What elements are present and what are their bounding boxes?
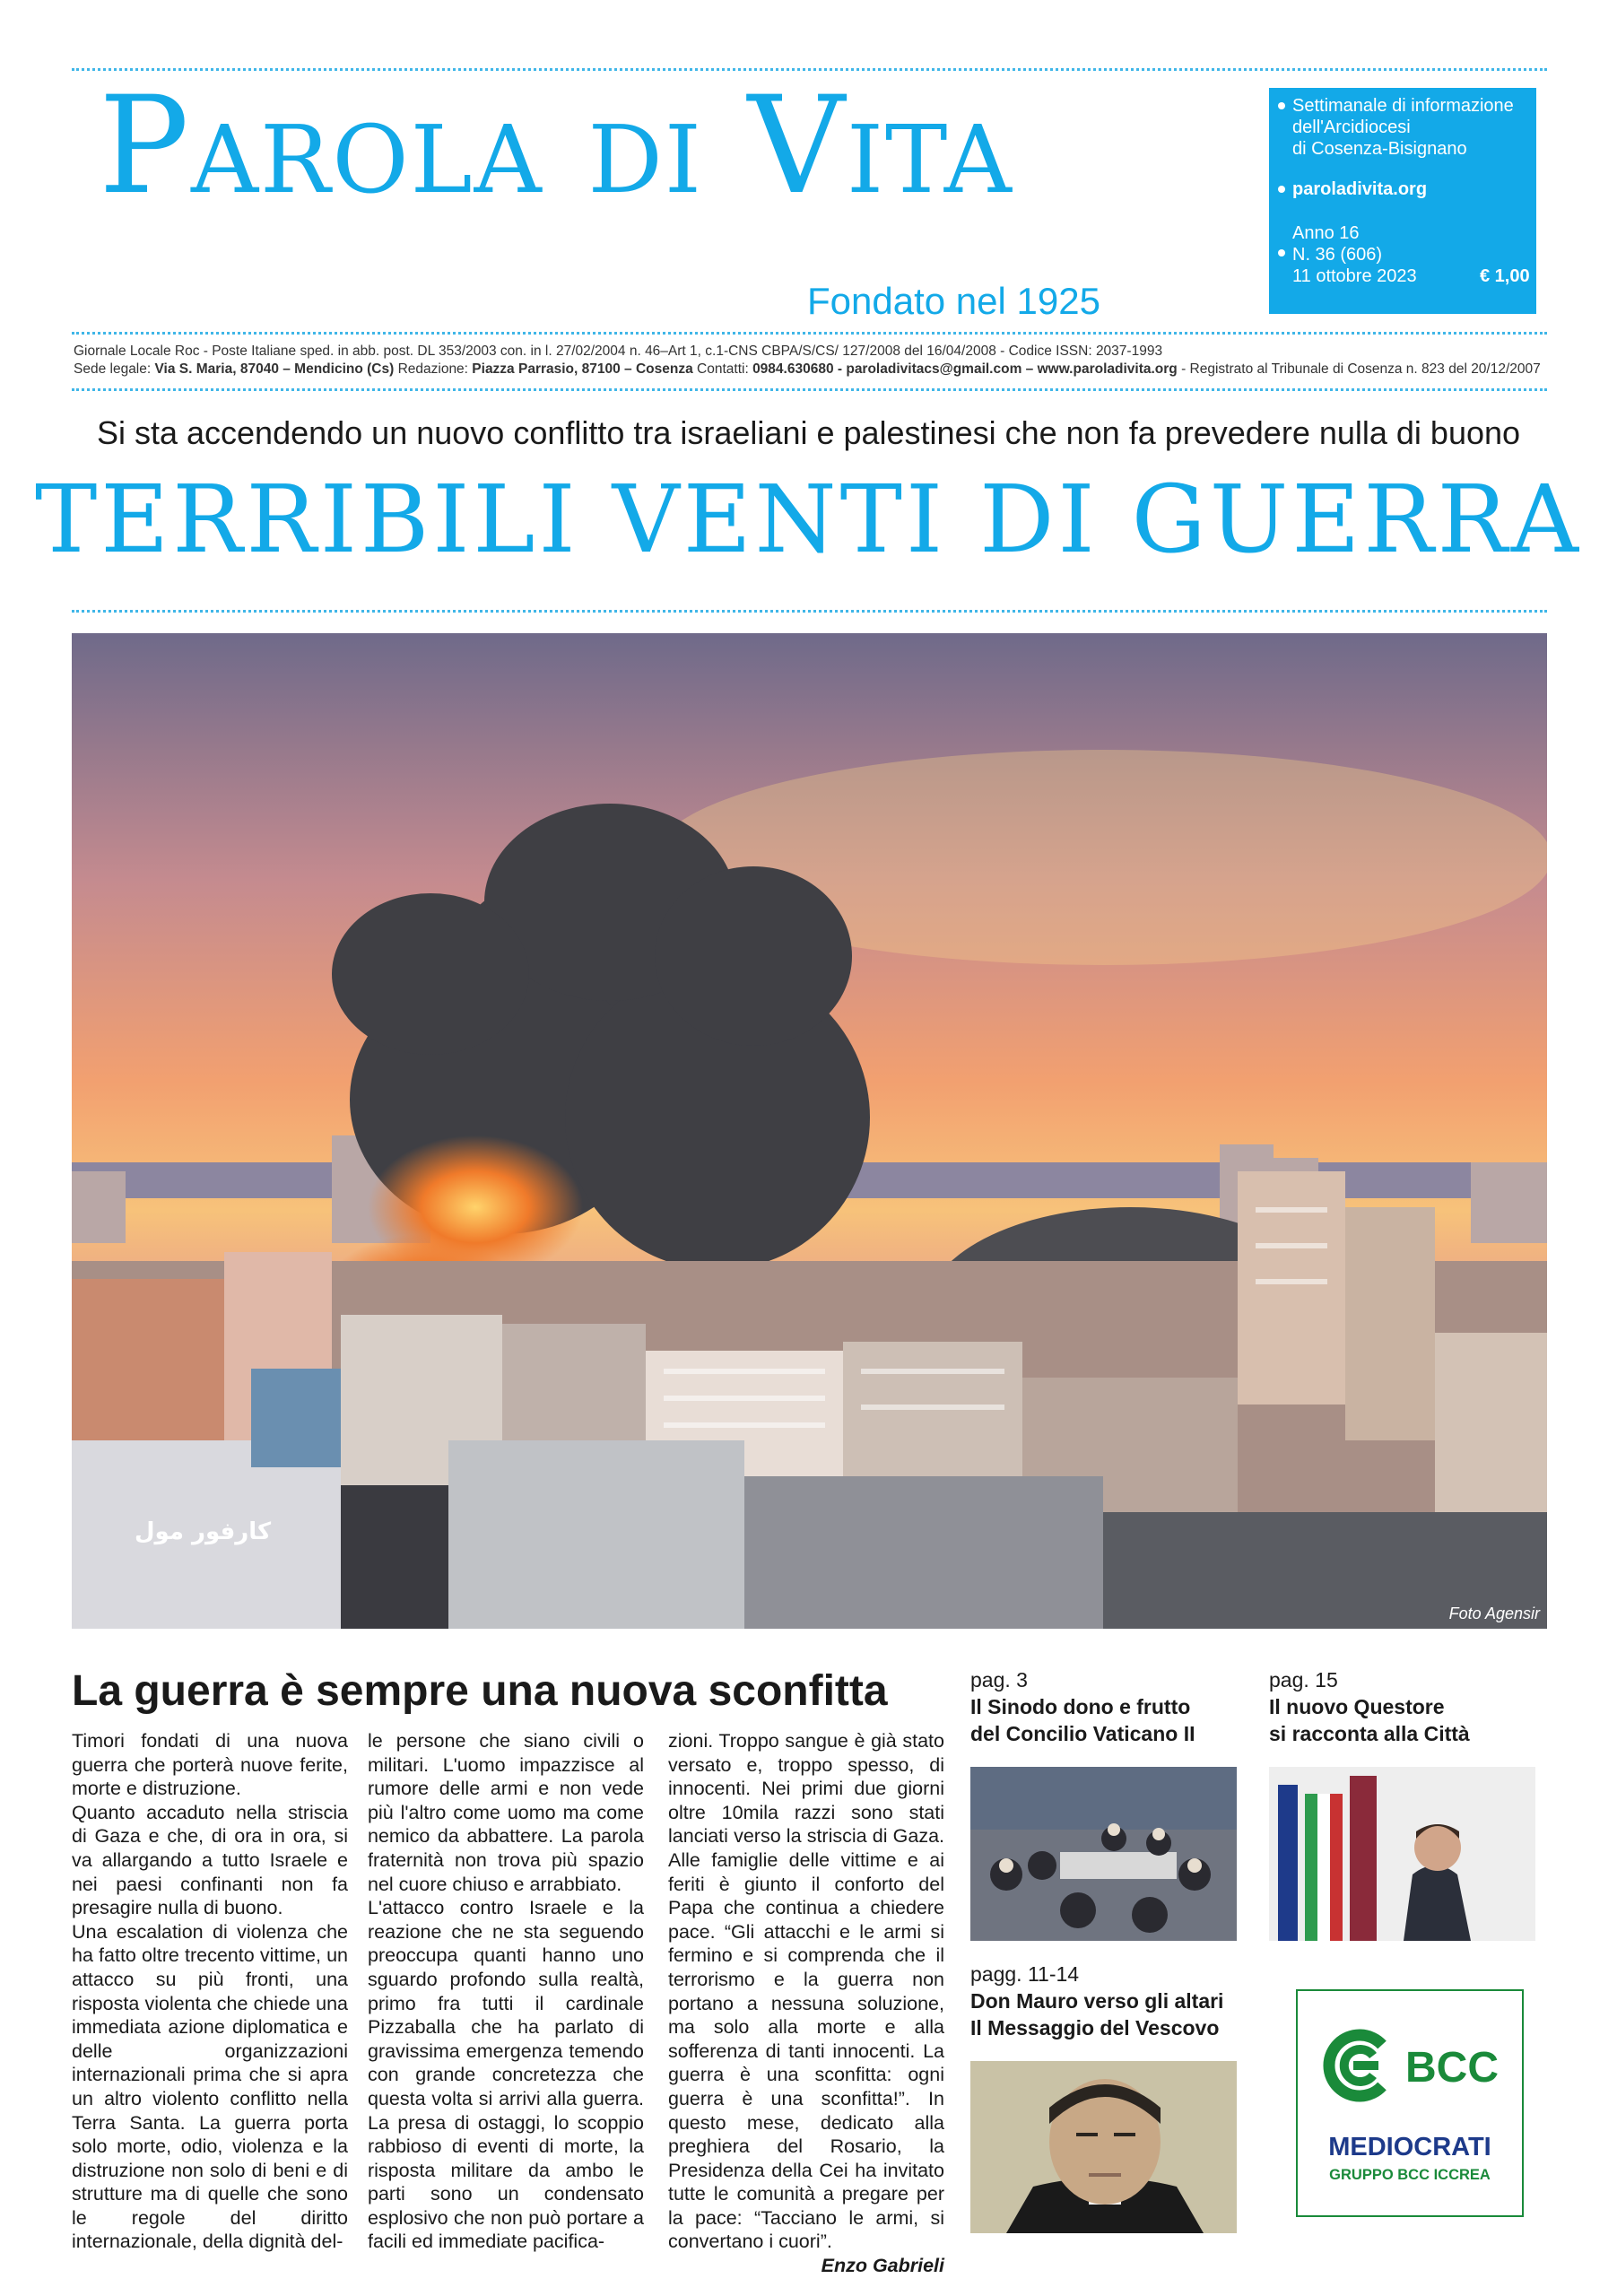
paragraph: le persone che siano civili o militari. L'uomo impazzisce al rumore delle armi e non vede più l'altro come uomo ma come nemico da abbattere. La parola fraternità non trova più spazio nel cuore chiuso e arrabbiato. [368,1730,644,1895]
info-line: di Cosenza-Bisignano [1292,139,1467,159]
teaser-2-headline[interactable]: Il nuovo Questore si racconta alla Città [1269,1695,1470,1745]
paragraph: zioni. Troppo sangue è già stato versato e, troppo spesso, di innocenti. Nei primi due giorni oltre 10mila razzi sono stati lanciati verso la striscia di Gaza. Alle famiglie delle vittime e ai feriti è giunto il conforto del Papa che continua a chiedere pace. “Gli attacchi e le armi si fermino e si comprenda che il terrorismo e la guerra non portano a nessuna soluzione, ma solo alla morte e alla sofferenza di tanti innocenti. La guerra è una sconfitta: ogni guerra è una sconfitta!”. In questo mese, dedicato alla preghiera del Rosario, la Presidenza della Cei ha invitato tutte le comunità a pregare per la pace: “Tacciano le armi, si convertano i cuori”. [668,1730,944,2253]
legal-dotted-rule [72,388,1547,391]
article-column-2 [368,1729,644,2254]
masthead-title: PAROLA DI VITA [99,68,1013,224]
issue-number: N. 36 (606) [1292,245,1383,265]
issue-info-box [1269,88,1536,314]
kicker: Si sta accendendo un nuovo conflitto tra israeliani e palestinesi che non fa prevedere nulla di buono [96,414,1521,451]
website-link[interactable]: paroladivita.org [1292,179,1428,199]
teaser-3-portrait [970,2061,1237,2233]
teaser-2-photo [1269,1767,1535,1941]
info-line: dell'Arcidiocesi [1292,117,1411,137]
billboard-text: كارفور مول [135,1518,272,1545]
legal-line-2: Sede legale: Via S. Maria, 87040 – Mendicino (Cs) Redazione: Piazza Parrasio, 87100 – Cosenza Contatti: 0984.630680 - paroladivitacs@gmail.com – www.paroladivita.org - Registrato al Tribunale di Cosenza n. 823 del 20/12/2007 [74,361,1541,377]
info-line: Settimanale di informazione [1292,96,1514,116]
paragraph: Una escalation di violenza che ha fatto oltre trecento vittime, un attacco su più fronti, una risposta violenta che chiede una immediata azione diplomatica e delle organizzazioni internazionali prima che si apra un altro violento conflitto nella Terra Santa. La guerra porta solo morte, odio, violenza e la distruzione non solo di beni e di strutture ma di quelle che sono le regole del diritto internazionale, della dignità del- [72,1920,348,2253]
teaser-2-page: pag. 15 [1269,1668,1338,1692]
anno: Anno 16 [1292,223,1360,243]
paragraph: Quanto accaduto nella striscia di Gaza e che, di ora in ora, si va allargando a tutto Israele e nei paesi confinanti non fa presagire nulla di buono. [72,1801,348,1919]
paragraph: Timori fondati di una nuova guerra che porterà nuove ferite, morte e distruzione. [72,1730,348,1800]
photo-credit: Foto Agensir [1448,1605,1540,1622]
article-column-1 [72,1729,348,2254]
issue-date: 11 ottobre 2023 [1292,266,1417,286]
bcc-brand: BCC [1405,2044,1499,2092]
main-headline: TERRIBILI VENTI DI GUERRA [34,465,1583,574]
teaser-3-page: pagg. 11-14 [970,1962,1080,1986]
article-column-3 [668,1729,944,2278]
bullet-icon [1278,249,1285,257]
price: € 1,00 [1480,266,1530,286]
founded-year: Fondato nel 1925 [807,280,1100,322]
bullet-icon [1278,186,1285,193]
article-title: La guerra è sempre una nuova sconfitta [72,1667,888,1715]
lead-photo [72,633,1547,1629]
legal-line-1: Giornale Locale Roc - Poste Italiane sped. in abb. post. DL 353/2003 con. in l. 27/02/2004 n. 46–Art 1, c.1-CNS CBPA/S/CS/ 127/2008 del 16/04/2008 - Codice ISSN: 2037-1993 [74,344,1163,359]
teaser-3-headline[interactable]: Don Mauro verso gli altari Il Messaggio del Vescovo [970,1989,1224,2039]
article-signature: Enzo Gabrieli [821,2255,944,2277]
teaser-1-page: pag. 3 [970,1668,1028,1692]
paragraph: L'attacco contro Israele e la reazione che ne sta seguendo preoccupa quanti hanno uno sguardo profondo sulla realtà, primo fra tutti il cardinale Pizzaballa che ha parlato di gravissima emergenza temendo con grande concretezza che questa volta si arrivi alla guerra. La presa di ostaggi, lo scoppio rabbioso di eventi di morte, la risposta militare da ambo le parti sono un condensato esplosivo che non può portare a facili ed immediate pacifica- [368,1897,644,2253]
teaser-1-photo [970,1767,1237,1941]
headline-dotted-rule [72,610,1547,613]
teaser-1-headline[interactable]: Il Sinodo dono e frutto del Concilio Vaticano II [970,1695,1195,1745]
bcc-logo-icon [1319,2027,1396,2104]
masthead-dotted-rule [72,332,1547,335]
bcc-group: GRUPPO BCC ICCREA [1329,2167,1491,2183]
bcc-name: MEDIOCRATI [1328,2133,1491,2161]
bullet-icon [1278,102,1285,109]
bcc-advertisement[interactable] [1296,1989,1524,2217]
